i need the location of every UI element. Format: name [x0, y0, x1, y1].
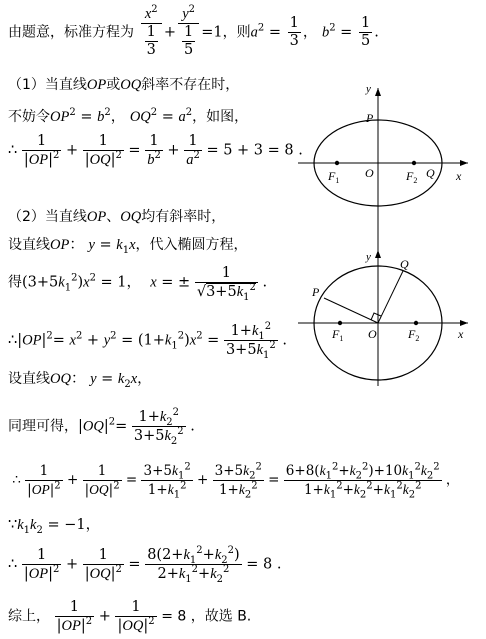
focus-f1 [335, 161, 339, 165]
label-f2: $F_2$ [406, 169, 418, 185]
y-axis-arrow [375, 88, 381, 96]
text-prefix: 由题意，标准方程为 [8, 24, 134, 41]
frac-a2-value: $\frac{1}{3}$ [289, 15, 299, 49]
case2-title: （2）当直线OP、OQ均有斜率时， [8, 209, 226, 225]
label-q: Q [400, 257, 409, 271]
case2-sum-result: ∴ $\frac{1}{|OP|^2}$ + $\frac{1}{|OQ|^2}$ = $\frac{8(2+k_1^2+k_2^2)}{2+k_1^2+k_2^2}$ = 8 . [8, 545, 282, 585]
case1-title: （1）当直线OP或OQ斜率不存在时， [8, 77, 240, 93]
label-y: y [366, 251, 371, 263]
x-axis-arrow [460, 320, 468, 326]
label-p: P [366, 111, 374, 125]
case1-sum: ∴ $\frac{1}{|OP|^2}$ + $\frac{1}{|OQ|^2}$ = $\frac{1}{b^2}$ + $\frac{1}{a^2}$ = 5 + 3 = 8 . [8, 133, 303, 168]
figure-ellipse-case2 [296, 246, 476, 386]
case2-set-oq: 设直线OQ： $y = k_2x$， [8, 371, 152, 390]
label-o: O [368, 327, 377, 341]
var-b: b [321, 24, 330, 41]
label-x: x [458, 327, 464, 341]
x-axis-arrow [460, 160, 468, 166]
y-axis-arrow [375, 250, 381, 258]
label-x: x [456, 169, 462, 183]
case2-solve-x: 得$(3+5k_1^2)x^2 = 1$， x = ± $\frac{1}{√3+5k_1^2}$ . [8, 265, 268, 303]
label-f2: $F_2$ [408, 327, 420, 343]
label-o: O [365, 166, 374, 180]
label-y: y [366, 84, 371, 95]
case1-assume: 不妨令$OP^2 = b^2$， $OQ^2 = a^2$，如图， [8, 107, 249, 125]
label-f1: $F_1$ [328, 169, 340, 185]
var-a: a [250, 24, 258, 41]
label-p: P [312, 285, 320, 299]
case2-oq-squared: 同理可得，$|OQ|^2=$ $\frac{1+k_2^2}{3+5k_2^2}$ . [8, 407, 195, 447]
figure-ellipse-case1 [296, 84, 476, 260]
line-standard-equation: 由题意，标准方程为 $\frac{x^2}{\frac{1}{3}}$ + $\frac{y^2}{\frac{1}{5}}$ =1，则$a^2$ = $\frac{1}{3}$ ， $b^2$ = $\frac{1}{5}$ . [8, 4, 379, 58]
case2-op-squared: $\therefore|OP|^2= x^2 + y^2 = (1+k_1^2)x^2$ = $\frac{1+k_1^2}{3+5k_1^2}$ . [8, 321, 287, 361]
segment-op [324, 298, 378, 323]
label-f1: $F_1$ [332, 327, 344, 343]
focus-f2 [414, 321, 418, 325]
case2-sum-expanded: ∴ $\frac{1}{|OP|^2}$ + $\frac{1}{|OQ|^2}$ = $\frac{3+5k_1^2}{1+k_1^2}$ + $\frac{3+5k_2^2}{1+k_2^2}$ = $\frac{6+8(k_1^2+k_2^2)+10k_1^2k_2^2}{1+k_1^2+k_2^2+k_1^2k_2^2}$ ， [8, 461, 460, 501]
segment-oq [378, 271, 403, 323]
focus-f1 [338, 321, 342, 325]
frac-b2-value: $\frac{1}{5}$ [360, 15, 371, 49]
case2-set-op: 设直线OP： $y = k_1x$，代入椭圆方程， [8, 237, 248, 256]
label-q: Q [426, 166, 435, 180]
frac-y2-over-fifth: $\frac{y^2}{\frac{1}{5}}$ [178, 6, 199, 59]
frac-x2-over-third: $\frac{x^2}{\frac{1}{3}}$ [141, 6, 162, 59]
case2-product: $\because k_1k_2 = -1$， [8, 517, 101, 536]
conclusion: 综上， $\frac{1}{|OP|^2}$ + $\frac{1}{|OQ|^2}$ = 8 ，故选 B. [8, 599, 252, 634]
focus-f2 [412, 161, 416, 165]
text-then: ，则 [222, 24, 251, 41]
